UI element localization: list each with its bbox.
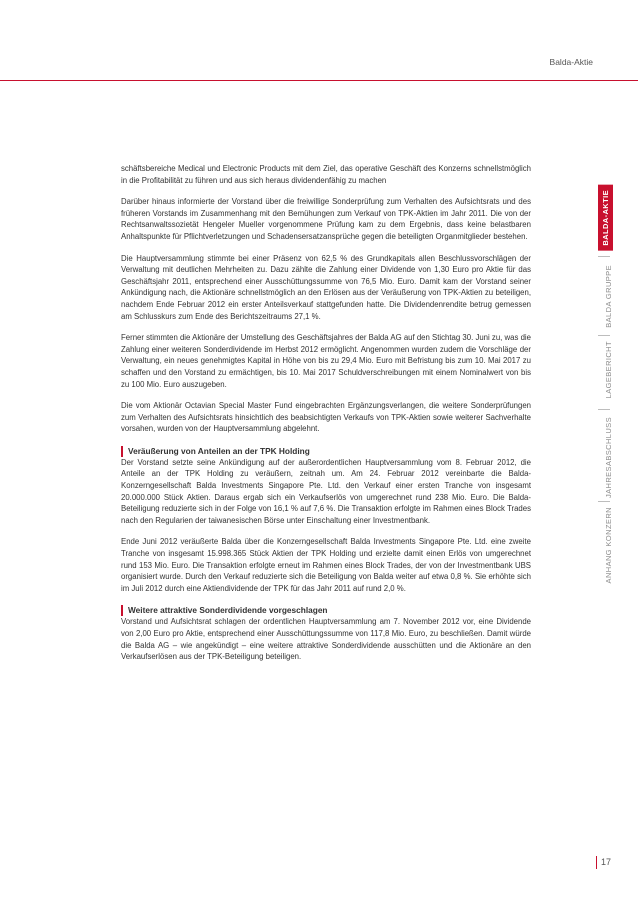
paragraph: Die vom Aktionär Octavian Special Master Fund eingebrachten Ergänzungsverlangen, die weitere Sonderprüfungen zum Verhalten des Aufsichtsrats hinsichtlich des beabsichtigten Verkaufs von TPK-Aktien sowie weiterer Sachverhalte vorsahen, wurden von der Hauptversammlung abgelehnt.	[121, 401, 531, 434]
side-nav-item-balda-aktie[interactable]: BALDA-AKTIE	[598, 185, 613, 251]
side-nav-item-lagebericht[interactable]: LAGEBERICHT	[604, 341, 613, 399]
article-body	[121, 163, 531, 673]
page-number: 17	[596, 856, 611, 869]
side-nav-separator	[598, 335, 610, 336]
paragraph: Der Vorstand setzte seine Ankündigung auf der außerordentlichen Hauptversammlung vom 8. Februar 2012, die Anteile an der TPK Holding zu veräußern, zeitnah um. Am 24. Februar 2012 vereinbarte die Balda-Konzerngesellschaft Balda Investments Singapore Pte. Ltd. den Verkauf einer ersten Tranche von insgesamt 20.000.000 Stück Aktien. Daraus ergab sich ein Verkaufserlös von umgerechnet rund 238 Mio. Euro. Die Balda-Beteiligung reduzierte sich in der Folge von 16,1 % auf 7,6 %. Die Transaktion erfolgte im Rahmen eines Block Trades nach den Regularien der taiwanesischen Börse unter Einschaltung einer Investmentbank.	[121, 457, 531, 525]
section-heading-sonderdividende: Weitere attraktive Sonderdividende vorgeschlagen	[121, 604, 531, 616]
paragraph: Die Hauptversammlung stimmte bei einer Präsenz von 62,5 % des Grundkapitals allen Beschlussvorschlägen der Verwaltung mit deutlichen Mehrheiten zu. Dazu zählte die Zahlung einer Dividende von 1,30 Euro pro Aktie für das Geschäftsjahr 2011, entsprechend einer Ausschüttungssumme von 76,5 Mio. Euro. Damit kam der Vorstand seiner Ankündigung nach, die Aktionäre schnellstmöglich an den Erlösen aus der Veräußerung von TPK-Aktien zu beteiligen, nachdem Ende Februar 2012 ein erster Anteilsverkauf stattgefunden hatte. Die Dividendenrendite betrug gemessen am Schlusskurs zum Ende des Berichtszeitraums 27,1 %.	[121, 253, 531, 321]
paragraph: Darüber hinaus informierte der Vorstand über die freiwillige Sonderprüfung zum Verhalten des Aufsichtsrats und des früheren Vorstands im Zusammenhang mit den Bemühungen zum Verkauf von TPK-Aktien im Jahr 2011. Die von der Rechtsanwaltssozietät Hengeler Mueller vorgenommene Prüfung kam zu dem Ergebnis, dass keine belastbaren Anhaltspunkte für Pflichtverletzungen und Schadensersatzansprüche gegen die beteiligten Organmitglieder bestehen.	[121, 197, 531, 241]
paragraph: Ende Juni 2012 veräußerte Balda über die Konzerngesellschaft Balda Investments Singapore Pte. Ltd. eine zweite Tranche von insgesamt 15.998.365 Stück Aktien der TPK Holding und erzielte damit einen Erlös von umgerechnet rund 153 Mio. Euro. Die Transaktion erfolgte erneut im Rahmen eines Block Trades, der von der Investmentbank UBS organisiert wurde. Durch den Verkauf reduzierte sich die Beteiligung von Balda weiter auf etwa 0,8 %. Sie erhöhte sich im Juli 2012 durch eine Aktiendividende der TPK für das Jahr 2011 auf rund 2,0 %.	[121, 537, 531, 593]
paragraph: Ferner stimmten die Aktionäre der Umstellung des Geschäftsjahres der Balda AG auf den Stichtag 30. Juni zu, was die Zahlung einer weiteren Sonderdividende im Herbst 2012 ermöglicht. Angenommen wurden zudem die Vorschläge der Verwaltung, ein neues genehmigtes Kapital in Höhe von bis zu 29,4 Mio. Euro mit Befristung bis zum 10. Mai 2017 zu schaffen und den Vorstand zu ermächtigen, bis 10. Mai 2017 Schuldverschreibungen mit einem Nominalwert von bis zu 100 Mio. Euro auszugeben.	[121, 333, 531, 389]
section-side-nav	[590, 185, 620, 584]
side-nav-separator	[598, 501, 610, 502]
paragraph: Vorstand und Aufsichtsrat schlagen der ordentlichen Hauptversammlung am 7. November 2012 vor, eine Dividende von 2,00 Euro pro Aktie, entsprechend einer Ausschüttungssumme von 117,8 Mio. Euro, zu beschließen. Damit würde die Balda AG – wie angekündigt – eine weitere attraktive Sonderdividende ausschütten und die Aktionäre an den Verkaufserlösen aus der TPK-Beteiligung beteiligen.	[121, 617, 531, 662]
side-nav-separator	[598, 256, 610, 257]
paragraph: schäftsbereiche Medical und Electronic Products mit dem Ziel, das operative Geschäft des Konzerns schnellstmöglich in die Profitabilität zu führen und aus sich heraus dividendenfähig zu machen	[121, 164, 531, 185]
side-nav-separator	[598, 409, 610, 410]
header-rule	[0, 80, 638, 81]
section-heading-tpk-veraeusserung: Veräußerung von Anteilen an der TPK Holding	[121, 445, 531, 457]
side-nav-item-jahresabschluss[interactable]: JAHRESABSCHLUSS	[604, 417, 613, 499]
side-nav-item-anhang-konzern[interactable]: ANHANG KONZERN	[604, 507, 613, 584]
running-header-title: Balda-Aktie	[549, 57, 593, 67]
side-nav-item-balda-gruppe[interactable]: BALDA GRUPPE	[604, 265, 613, 328]
